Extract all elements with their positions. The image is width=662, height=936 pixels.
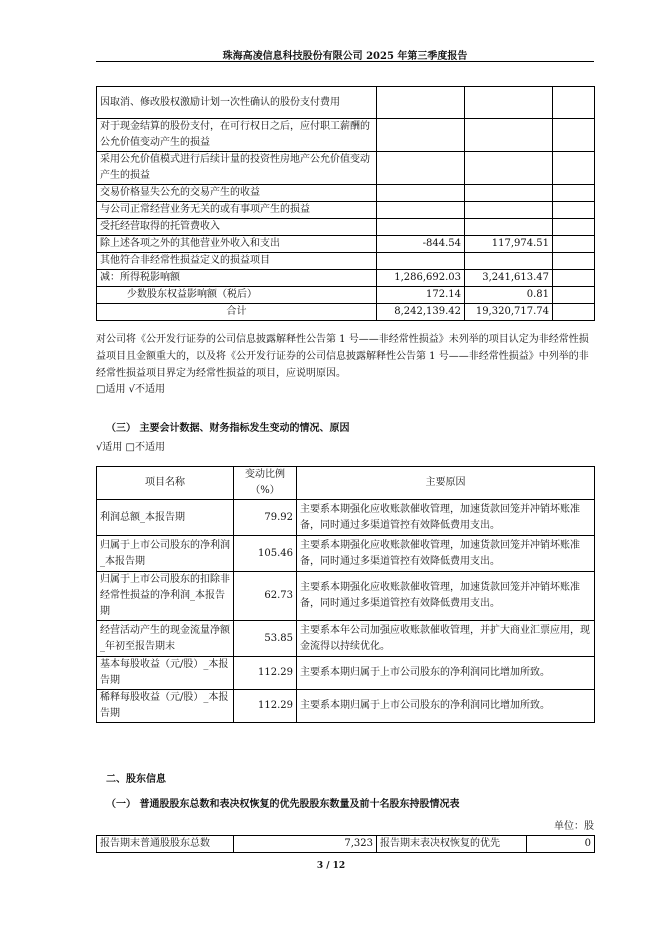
section3-options: √适用 □不适用 <box>96 442 165 453</box>
ratio-cell: 105.46 <box>234 536 297 572</box>
table-row <box>97 219 595 236</box>
item-cell: 归属于上市公司股东的扣除非经常性损益的净利润_本报告期 <box>97 572 234 621</box>
current-period-cell <box>377 219 465 236</box>
ytd-cell <box>465 253 553 270</box>
note-cell <box>553 202 595 219</box>
item-cell: 对于现金结算的股份支付，在可行权日之后，应付职工薪酬的公允价值变动产生的损益 <box>97 119 377 152</box>
table-row <box>97 536 595 572</box>
ratio-cell: 79.92 <box>234 500 297 536</box>
ratio-cell: 62.73 <box>234 572 297 621</box>
note-cell <box>553 185 595 202</box>
table-row <box>97 287 595 304</box>
shareholders-title: 二、股东信息 <box>106 774 166 785</box>
reason-cell: 主要系本期归属于上市公司股东的净利润同比增加所致。 <box>297 690 595 723</box>
reason-cell: 主要系本期强化应收账款催收管理，加速货款回笼并冲销坏账准备，同时通过多渠道管控有效降低费用支出。 <box>297 536 595 572</box>
item-cell: 交易价格显失公允的交易产生的收益 <box>97 185 377 202</box>
current-period-cell <box>377 253 465 270</box>
nonrecurring-note: 对公司将《公开发行证券的公司信息披露解释性公告第 1 号——非经常性损益》未列举的项目认定为非经常性损益项目且金额重大的，以及将《公开发行证券的公司信息披露解释性公告第 1 号——非经常性损益》中列举的非经常性损益项目界定为经常性损益的项目，应说明原因。 <box>96 334 589 379</box>
reason-cell: 主要系本期强化应收账款催收管理，加速货款回笼并冲销坏账准备，同时通过多渠道管控有效降低费用支出。 <box>297 500 595 536</box>
current-period-cell <box>377 87 465 119</box>
table-row <box>97 657 595 690</box>
page-header: 珠海高凌信息科技股份有限公司 2025 年第三季度报告 <box>222 51 468 62</box>
table-row <box>97 202 595 219</box>
ytd-cell: 19,320,717.74 <box>465 304 553 321</box>
item-cell: 其他符合非经常性损益定义的损益项目 <box>97 253 377 270</box>
table-row <box>97 270 595 287</box>
ytd-cell <box>465 152 553 185</box>
current-period-cell: 1,286,692.03 <box>377 270 465 287</box>
col-header-ratio: 变动比例（%） <box>234 467 297 500</box>
item-cell: 归属于上市公司股东的净利润_本报告期 <box>97 536 234 572</box>
reason-cell: 主要系本年公司加强应收账款催收管理，并扩大商业汇票应用，现金流得以持续优化。 <box>297 621 595 657</box>
current-period-cell: 8,242,139.42 <box>377 304 465 321</box>
item-cell: 因取消、修改股权激励计划一次性确认的股份支付费用 <box>97 87 377 119</box>
note-cell <box>553 287 595 304</box>
table-row <box>97 87 595 119</box>
current-period-cell <box>377 119 465 152</box>
note-cell <box>553 87 595 119</box>
item-cell: 除上述各项之外的其他营业外收入和支出 <box>97 236 377 253</box>
current-period-cell: 172.14 <box>377 287 465 304</box>
ytd-cell <box>465 202 553 219</box>
ytd-cell <box>465 87 553 119</box>
current-period-cell: -844.54 <box>377 236 465 253</box>
change-reasons-table <box>96 466 595 723</box>
col-header-reason: 主要原因 <box>297 467 595 500</box>
common-holders-value: 7,323 <box>234 836 377 853</box>
table-row <box>97 185 595 202</box>
table-row <box>97 236 595 253</box>
section3-title: （三） 主要会计数据、财务指标发生变动的情况、原因 <box>106 423 350 434</box>
table-row <box>97 152 595 185</box>
note-cell <box>553 219 595 236</box>
item-cell: 利润总额_本报告期 <box>97 500 234 536</box>
table-row <box>97 690 595 723</box>
nonrecurring-items-table <box>96 86 595 321</box>
note-cell <box>553 304 595 321</box>
item-cell: 少数股东权益影响额（税后） <box>97 287 377 304</box>
ytd-cell <box>465 219 553 236</box>
header-rule <box>96 61 594 62</box>
ratio-cell: 112.29 <box>234 690 297 723</box>
current-period-cell <box>377 202 465 219</box>
current-period-cell <box>377 185 465 202</box>
ytd-cell <box>465 119 553 152</box>
ytd-cell: 3,241,613.47 <box>465 270 553 287</box>
item-cell: 采用公允价值模式进行后续计量的投资性房地产公允价值变动产生的损益 <box>97 152 377 185</box>
item-cell: 与公司正常经营业务无关的或有事项产生的损益 <box>97 202 377 219</box>
preferred-holders-label: 报告期末表决权恢复的优先 <box>377 836 527 853</box>
item-cell: 稀释每股收益（元/股）_本报告期 <box>97 690 234 723</box>
current-period-cell <box>377 152 465 185</box>
ratio-cell: 53.85 <box>234 621 297 657</box>
note-cell <box>553 236 595 253</box>
note-cell <box>553 270 595 287</box>
note-cell <box>553 253 595 270</box>
nonrecurring-note-options: □适用 √不适用 <box>96 384 165 395</box>
table-row <box>97 253 595 270</box>
table-row <box>97 119 595 152</box>
unit-label: 单位：股 <box>554 821 594 832</box>
item-cell: 合计 <box>97 304 377 321</box>
ytd-cell: 117,974.51 <box>465 236 553 253</box>
ratio-cell: 112.29 <box>234 657 297 690</box>
item-cell: 受托经营取得的托管费收入 <box>97 219 377 236</box>
table-row <box>97 621 595 657</box>
shareholders-subtitle: （一） 普通股股东总数和表决权恢复的优先股股东数量及前十名股东持股情况表 <box>106 799 460 810</box>
common-holders-label: 报告期末普通股股东总数 <box>97 836 234 853</box>
reason-cell: 主要系本期归属于上市公司股东的净利润同比增加所致。 <box>297 657 595 690</box>
note-cell <box>553 152 595 185</box>
shareholder-count-table <box>96 835 595 853</box>
item-cell: 基本每股收益（元/股）_本报告期 <box>97 657 234 690</box>
ytd-cell <box>465 185 553 202</box>
preferred-holders-value: 0 <box>527 836 595 853</box>
item-cell: 经营活动产生的现金流量净额_年初至报告期末 <box>97 621 234 657</box>
note-cell <box>553 119 595 152</box>
table-row <box>97 304 595 321</box>
ytd-cell: 0.81 <box>465 287 553 304</box>
reason-cell: 主要系本期强化应收账款催收管理，加速货款回笼并冲销坏账准备，同时通过多渠道管控有效降低费用支出。 <box>297 572 595 621</box>
page-number: 3 / 12 <box>316 861 346 871</box>
item-cell: 减：所得税影响额 <box>97 270 377 287</box>
table-row <box>97 500 595 536</box>
col-header-item: 项目名称 <box>97 467 234 500</box>
table-row <box>97 572 595 621</box>
